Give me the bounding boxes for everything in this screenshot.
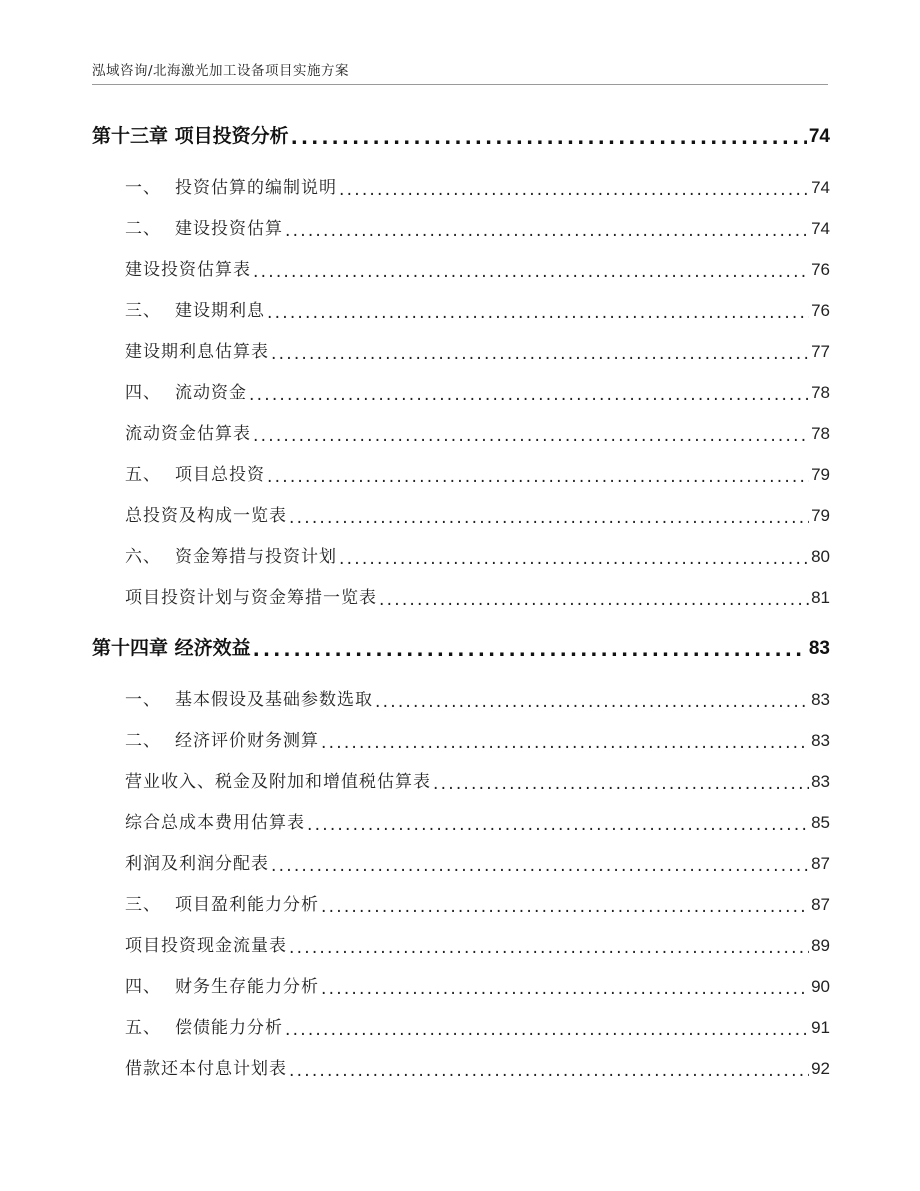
toc-section-entry[interactable] xyxy=(92,413,830,454)
toc-page-number: 79 xyxy=(811,465,830,484)
toc-dot-leader xyxy=(339,551,809,568)
toc-dot-leader xyxy=(375,694,809,711)
toc-page-number: 78 xyxy=(811,383,830,402)
toc-dot-leader xyxy=(307,817,809,834)
toc-title-text: 资金筹措与投资计划 xyxy=(175,547,337,567)
toc-section-title xyxy=(125,1049,287,1090)
toc-section-entry[interactable] xyxy=(92,1007,830,1048)
toc-title-text: 偿债能力分析 xyxy=(175,1018,283,1038)
toc-title-text: 项目盈利能力分析 xyxy=(175,895,319,915)
toc-section-entry[interactable] xyxy=(92,843,830,884)
toc-section-entry[interactable] xyxy=(92,966,830,1007)
toc-page-number: 81 xyxy=(811,588,830,607)
toc-page-number: 85 xyxy=(811,813,830,832)
toc-section-title xyxy=(125,414,251,455)
toc-dot-leader xyxy=(289,1063,809,1080)
toc-section-entry[interactable] xyxy=(92,802,830,843)
toc-dot-leader xyxy=(253,264,809,281)
toc-dot-leader xyxy=(289,940,809,957)
toc-section-number: 四、 xyxy=(125,977,161,997)
toc-title-text: 总投资及构成一览表 xyxy=(125,506,287,526)
toc-section-title xyxy=(125,578,377,619)
toc-page-number: 76 xyxy=(811,260,830,279)
toc-section-number: 二、 xyxy=(125,219,161,239)
toc-section-title xyxy=(125,844,269,885)
table-of-contents xyxy=(92,116,830,1089)
toc-page-number: 87 xyxy=(811,854,830,873)
toc-dot-leader xyxy=(289,510,809,527)
toc-section-number: 一、 xyxy=(125,178,161,198)
toc-section-title xyxy=(125,455,265,496)
toc-section-number: 三、 xyxy=(125,895,161,915)
toc-section-entry[interactable] xyxy=(92,454,830,495)
toc-section-entry[interactable] xyxy=(92,536,830,577)
toc-dot-leader xyxy=(271,858,809,875)
toc-page-number: 83 xyxy=(811,772,830,791)
toc-section-title xyxy=(125,332,269,373)
toc-section-title xyxy=(125,721,319,762)
toc-section-title xyxy=(125,803,305,844)
toc-dot-leader xyxy=(321,735,809,752)
toc-section-entry[interactable] xyxy=(92,884,830,925)
toc-section-entry[interactable] xyxy=(92,331,830,372)
toc-section-entry[interactable] xyxy=(92,495,830,536)
toc-section-number: 三、 xyxy=(125,301,161,321)
toc-title-text: 综合总成本费用估算表 xyxy=(125,813,305,833)
toc-page-number: 87 xyxy=(811,895,830,914)
toc-section-number: 二、 xyxy=(125,731,161,751)
toc-page-number: 76 xyxy=(811,301,830,320)
toc-dot-leader xyxy=(379,592,809,609)
toc-dot-leader xyxy=(339,182,809,199)
header-divider xyxy=(92,84,828,85)
toc-dot-leader xyxy=(253,428,809,445)
toc-title-text: 第十四章 经济效益 xyxy=(92,637,251,659)
toc-dot-leader xyxy=(321,981,809,998)
toc-section-number: 五、 xyxy=(125,1018,161,1038)
toc-section-title xyxy=(125,885,319,926)
toc-section-entry[interactable] xyxy=(92,720,830,761)
toc-page-number: 91 xyxy=(811,1018,830,1037)
toc-chapter-entry[interactable] xyxy=(92,116,830,157)
toc-section-title xyxy=(125,373,247,414)
toc-title-text: 建设期利息估算表 xyxy=(125,342,269,362)
toc-section-title xyxy=(125,680,373,721)
toc-page-number: 83 xyxy=(808,638,830,659)
toc-dot-leader xyxy=(321,899,809,916)
toc-dot-leader xyxy=(271,346,809,363)
toc-dot-leader xyxy=(433,776,809,793)
toc-title-text: 营业收入、税金及附加和增值税估算表 xyxy=(125,772,431,792)
toc-title-text: 基本假设及基础参数选取 xyxy=(175,690,373,710)
toc-title-text: 建设投资估算 xyxy=(175,219,283,239)
toc-chapter-title xyxy=(92,628,251,669)
toc-section-number: 四、 xyxy=(125,383,161,403)
toc-dot-leader xyxy=(285,223,809,240)
toc-title-text: 建设期利息 xyxy=(175,301,265,321)
toc-section-title xyxy=(125,926,287,967)
toc-page-number: 78 xyxy=(811,424,830,443)
toc-section-entry[interactable] xyxy=(92,679,830,720)
toc-page-number: 83 xyxy=(811,731,830,750)
toc-dot-leader xyxy=(267,469,809,486)
toc-title-text: 建设投资估算表 xyxy=(125,260,251,280)
toc-page-number: 77 xyxy=(811,342,830,361)
toc-section-title xyxy=(125,250,251,291)
toc-page-number: 74 xyxy=(811,178,830,197)
toc-chapter-title xyxy=(92,116,289,157)
toc-page-number: 83 xyxy=(811,690,830,709)
toc-title-text: 项目投资计划与资金筹措一览表 xyxy=(125,588,377,608)
toc-section-entry[interactable] xyxy=(92,372,830,413)
toc-section-title xyxy=(125,209,283,250)
toc-title-text: 借款还本付息计划表 xyxy=(125,1059,287,1079)
toc-title-text: 流动资金 xyxy=(175,383,247,403)
toc-section-title xyxy=(125,168,337,209)
toc-section-entry[interactable] xyxy=(92,1048,830,1089)
toc-section-number: 一、 xyxy=(125,690,161,710)
toc-dot-leader xyxy=(267,305,809,322)
toc-section-entry[interactable] xyxy=(92,290,830,331)
toc-section-entry[interactable] xyxy=(92,249,830,290)
toc-title-text: 项目总投资 xyxy=(175,465,265,485)
toc-chapter-entry[interactable] xyxy=(92,628,830,669)
toc-dot-leader xyxy=(249,387,809,404)
running-header: 泓域咨询/北海激光加工设备项目实施方案 xyxy=(92,63,350,79)
toc-dot-leader xyxy=(253,641,807,660)
toc-section-title xyxy=(125,496,287,537)
toc-title-text: 项目投资现金流量表 xyxy=(125,936,287,956)
toc-section-title xyxy=(125,762,431,803)
toc-page-number: 92 xyxy=(811,1059,830,1078)
toc-title-text: 利润及利润分配表 xyxy=(125,854,269,874)
toc-dot-leader xyxy=(291,129,807,148)
toc-page-number: 74 xyxy=(808,126,830,147)
toc-title-text: 投资估算的编制说明 xyxy=(175,178,337,198)
toc-section-number: 五、 xyxy=(125,465,161,485)
toc-section-entry[interactable] xyxy=(92,761,830,802)
toc-page-number: 89 xyxy=(811,936,830,955)
toc-title-text: 流动资金估算表 xyxy=(125,424,251,444)
toc-section-title xyxy=(125,537,337,578)
toc-title-text: 第十三章 项目投资分析 xyxy=(92,125,289,147)
toc-title-text: 财务生存能力分析 xyxy=(175,977,319,997)
toc-title-text: 经济评价财务测算 xyxy=(175,731,319,751)
toc-page-number: 74 xyxy=(811,219,830,238)
toc-section-number: 六、 xyxy=(125,547,161,567)
toc-section-entry[interactable] xyxy=(92,167,830,208)
toc-page-number: 90 xyxy=(811,977,830,996)
toc-page-number: 79 xyxy=(811,506,830,525)
toc-page-number: 80 xyxy=(811,547,830,566)
toc-section-entry[interactable] xyxy=(92,925,830,966)
toc-dot-leader xyxy=(285,1022,809,1039)
toc-section-title xyxy=(125,291,265,332)
toc-section-title xyxy=(125,1008,283,1049)
toc-section-entry[interactable] xyxy=(92,208,830,249)
toc-section-entry[interactable] xyxy=(92,577,830,618)
toc-section-title xyxy=(125,967,319,1008)
